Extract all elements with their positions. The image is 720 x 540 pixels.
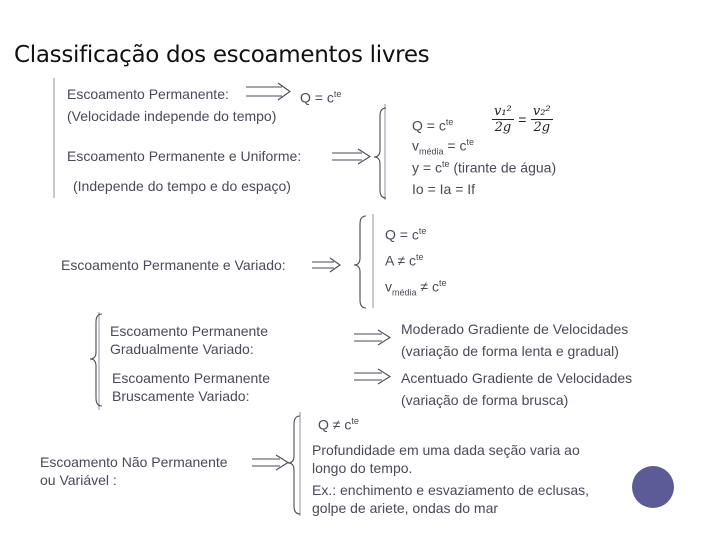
brace-icon: [90, 314, 102, 406]
varied-v-sub: média: [392, 287, 417, 298]
varied-flow-label: Escoamento Permanente e Variado:: [61, 257, 286, 273]
uniform-slopes: Io = Ia = If: [412, 181, 476, 197]
uniform-flow-label: Escoamento Permanente e Uniforme:: [67, 148, 302, 164]
slide-decoration-circle: [632, 466, 674, 508]
varied-a-sup: te: [416, 252, 424, 262]
varied-v-text: v: [385, 278, 392, 295]
unsteady-q-sup: te: [351, 416, 359, 426]
permanent-flow-q-sup: te: [333, 89, 342, 99]
varied-q-sup: te: [418, 226, 427, 236]
brace-icon: [354, 216, 366, 308]
uniform-q-text: Q = c: [412, 117, 446, 134]
varied-v-neq: ≠ c: [416, 278, 439, 295]
uniform-v-eq: = c: [443, 137, 467, 154]
formula-den-2: 2g: [533, 120, 551, 135]
abrupt-flow-line1: Escoamento Permanente: [112, 370, 270, 386]
permanent-flow-q: Q = c: [300, 89, 334, 106]
formula-num-1: v₁²: [494, 104, 512, 119]
varied-q-text: Q = c: [385, 226, 419, 243]
formula-num-2: v₂²: [532, 104, 551, 119]
uniform-y-sup: te: [441, 159, 450, 169]
abrupt-flow-line2: Bruscamente Variado:: [112, 388, 250, 404]
formula-den-1: 2g: [494, 120, 512, 135]
uniform-y-text: y = c: [412, 159, 442, 176]
arrow-icon: [246, 83, 290, 100]
gradual-flow-line1: Escoamento Permanente: [110, 323, 268, 339]
permanent-flow-description: (Velocidade independe do tempo): [67, 108, 277, 124]
arrow-icon: [354, 330, 390, 345]
arrow-icon: [332, 149, 370, 164]
formula-equals: =: [518, 111, 527, 128]
gradual-flow-line2: Gradualmente Variado:: [110, 341, 254, 357]
abrupt-result-line1: Acentuado Gradiente de Velocidades: [401, 370, 633, 386]
permanent-flow-label: Escoamento Permanente:: [67, 86, 229, 102]
uniform-y-note: (tirante de água): [449, 159, 557, 176]
page-title: Classificação dos escoamentos livres: [14, 42, 430, 68]
unsteady-example-line2: golpe de ariete, ondas do mar: [312, 500, 499, 516]
uniform-v-sup: te: [466, 137, 474, 147]
gradual-result-line1: Moderado Gradiente de Velocidades: [401, 321, 629, 337]
varied-a-text: A ≠ c: [385, 252, 417, 269]
uniform-v-sub: média: [419, 146, 444, 157]
brace-icon: [288, 416, 300, 514]
brace-icon: [374, 108, 386, 198]
unsteady-q-text: Q ≠ c: [318, 416, 352, 433]
varied-v-sup: te: [438, 278, 447, 288]
uniform-v-text: v: [412, 137, 419, 154]
arrow-icon: [252, 455, 288, 470]
uniform-flow-description: (Independe do tempo e do espaço): [73, 178, 291, 194]
arrow-icon: [312, 258, 340, 272]
arrow-icon: [354, 369, 390, 384]
unsteady-flow-line1: Escoamento Não Permanente: [40, 454, 228, 470]
uniform-q-sup: te: [445, 117, 454, 127]
abrupt-result-line2: (variação de forma brusca): [401, 392, 569, 408]
gradual-result-line2: (variação de forma lenta e gradual): [401, 343, 619, 359]
unsteady-desc-line2: longo do tempo.: [312, 460, 413, 476]
unsteady-desc-line1: Profundidade em uma dada seção varia ao: [312, 442, 580, 458]
unsteady-example-line1: Ex.: enchimento e esvaziamento de eclusas,: [312, 482, 590, 498]
unsteady-flow-line2: ou Variável :: [40, 472, 117, 488]
